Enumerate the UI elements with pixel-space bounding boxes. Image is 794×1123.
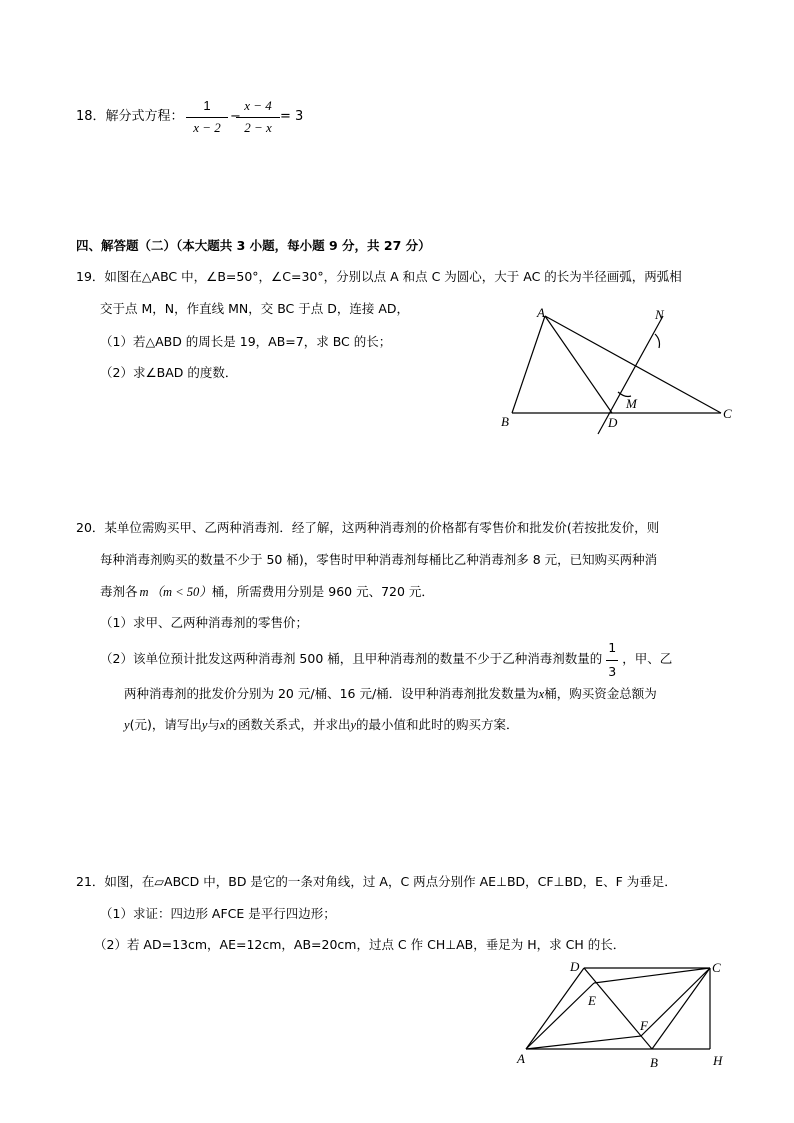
- q21-line1: 21．如图，在▱ABCD 中，BD 是它的一条对角线，过 A，C 两点分别作 AE⊥BD，CF⊥BD，E、F 为垂足．: [76, 874, 677, 889]
- q20-part2-line3-d: 的最小值和此时的购买方案．: [356, 717, 519, 732]
- q21-label-h: H: [713, 1053, 723, 1068]
- q20-var-y3: y: [350, 718, 357, 732]
- q20-part2-text-a: （2）该单位预计批发这两种消毒剂 500 桶，且甲种消毒剂的数量不少于乙种消毒剂数量的: [100, 651, 603, 666]
- q20-part1: （1）求甲、乙两种消毒剂的零售价；: [100, 615, 308, 630]
- q19-label-d: D: [608, 415, 618, 430]
- q20-part2-line3-a: (元)，请写出: [129, 717, 202, 732]
- q21-label-b: B: [650, 1055, 658, 1070]
- q21-label-e: E: [588, 993, 596, 1008]
- q21-segment-ae: [526, 983, 594, 1049]
- q21-parallelogram-figure: [510, 955, 740, 1075]
- q18-frac2-denominator: 2 − x: [244, 120, 272, 135]
- q20-part2-line3-c: 的函数关系式，并求出: [225, 717, 351, 732]
- q20-frac-den: 3: [608, 663, 617, 679]
- q21-side-ad: [526, 968, 584, 1049]
- q19-segment-ad: [545, 316, 612, 413]
- q18-frac2-numerator: x − 4: [244, 98, 272, 113]
- q19-label-a: A: [537, 305, 545, 320]
- q20-var-y2: y: [201, 718, 208, 732]
- q18-prefix: 18．解分式方程：: [76, 109, 184, 124]
- q20-frac-num: 1: [608, 639, 617, 655]
- q21-segment-ec: [594, 968, 710, 983]
- q18-frac1-numerator: 1: [203, 98, 211, 113]
- q20-part2-fraction: [606, 639, 618, 679]
- q21-side-cb: [652, 968, 710, 1049]
- q20-part2-line3-b: 与: [207, 717, 220, 732]
- q20-line3-text-a: 毒剂各: [100, 584, 138, 599]
- q18-rhs: = 3: [280, 109, 304, 124]
- q20-var-m: m: [139, 585, 149, 599]
- q21-label-a: A: [517, 1051, 525, 1066]
- q18-fraction-2: [236, 98, 280, 136]
- q21-segment-fc: [641, 968, 710, 1036]
- q20-line3: [100, 583, 434, 601]
- q19-part2: （2）求∠BAD 的度数．: [100, 365, 238, 380]
- q19-label-m: M: [626, 396, 637, 411]
- q18-fraction-1: [186, 98, 228, 136]
- q18-frac1-denominator: x − 2: [193, 120, 221, 135]
- q20-part2-line3: [124, 716, 519, 734]
- q19-line2: 交于点 M，N，作直线 MN，交 BC 于点 D，连接 AD，: [100, 301, 409, 316]
- q19-label-b: B: [501, 414, 509, 429]
- section-heading: 四、解答题（二）（本大题共 3 小题，每小题 9 分，共 27 分）: [76, 238, 431, 253]
- q21-part1: （1）求证：四边形 AFCE 是平行四边形；: [100, 906, 336, 921]
- q19-triangle-figure: [495, 300, 740, 440]
- q19-arc-n: [655, 334, 660, 348]
- q21-segment-af: [526, 1036, 641, 1049]
- q19-label-c: C: [723, 406, 732, 421]
- q20-part2-line1: [100, 639, 673, 679]
- q20-m-condition: （m < 50）: [150, 585, 212, 599]
- q20-line3-text-b: 桶，所需费用分别是 960 元、720 元．: [211, 584, 434, 599]
- q21-part2: （2）若 AD=13cm，AE=12cm，AB=20cm，过点 C 作 CH⊥AB，垂足为 H，求 CH 的长．: [94, 937, 626, 952]
- q20-var-x2: x: [219, 718, 226, 732]
- q19-line1: 19．如图在△ABC 中，∠B=50°，∠C=30°，分别以点 A 和点 C 为圆心，大于 AC 的长为半径画弧，两弧相: [76, 269, 682, 284]
- q20-line2: 每种消毒剂购买的数量不少于 50 桶)，零售时甲种消毒剂每桶比乙种消毒剂多 8 元，已知购买两种消: [100, 552, 658, 567]
- q21-label-f: F: [640, 1018, 648, 1033]
- q20-part2-line2-b: 桶，购买资金总额为: [544, 686, 657, 701]
- q20-line1: 20．某单位需购买甲、乙两种消毒剂．经了解，这两种消毒剂的价格都有零售价和批发价(若按批发价，则: [76, 520, 660, 535]
- q21-label-d: D: [570, 959, 580, 974]
- q19-side-ab: [512, 316, 545, 413]
- q20-part2-line2-a: 两种消毒剂的批发价分别为 20 元/桶、16 元/桶．设甲种消毒剂批发数量为: [124, 686, 539, 701]
- q18-minus: −: [230, 109, 241, 124]
- q21-label-c: C: [712, 960, 721, 975]
- q20-var-y1: y: [124, 718, 130, 732]
- q19-label-n: N: [655, 307, 664, 322]
- q20-part2-line2: [124, 685, 657, 703]
- q19-part1: （1）若△ABD 的周长是 19，AB=7，求 BC 的长；: [100, 334, 392, 349]
- q20-part2-text-b: ，甲、乙: [622, 651, 673, 666]
- q20-var-x: x: [538, 687, 545, 701]
